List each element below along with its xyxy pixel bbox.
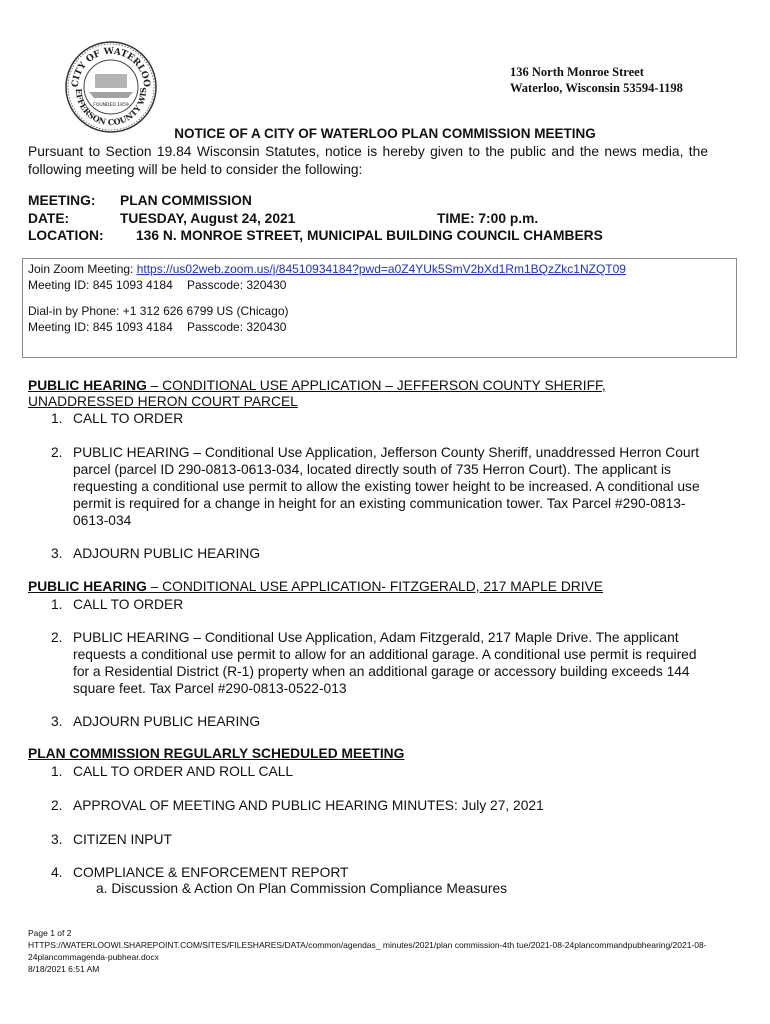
meeting-details: [28, 192, 603, 245]
sub-list-item: a. Discussion & Action On Plan Commission Compliance Measures: [96, 881, 508, 896]
list-item-text: CITIZEN INPUT: [73, 832, 172, 847]
zoom-dialin: Dial-in by Phone: +1 312 626 6799 US (Chicago): [28, 304, 289, 318]
list-item-text: ADJOURN PUBLIC HEARING: [73, 714, 261, 729]
zoom-info: [28, 262, 626, 335]
list-item-text: PUBLIC HEARING – Conditional Use Application, Adam Fitzgerald, 217 Maple Drive. The applicant requests a conditional use permit to allow for an additional garage. A conditional use permit is required for a Residential District (R-1) property when an additional garage or accessory building exceeds 144 square feet. Tax Parcel #290-0813-0522-013: [73, 630, 697, 696]
notice-title: NOTICE OF A CITY OF WATERLOO PLAN COMMISSION MEETING: [174, 126, 596, 141]
section1-heading-rest: – CONDITIONAL USE APPLICATION – JEFFERSON COUNTY SHERIFF,: [146, 378, 606, 393]
list-item-text: CALL TO ORDER AND ROLL CALL: [73, 764, 294, 779]
location-value: 136 N. MONROE STREET, MUNICIPAL BUILDING COUNCIL CHAMBERS: [136, 228, 603, 243]
zoom-passcode-2: Passcode: 320430: [187, 319, 287, 334]
seal-ring-top: CITY OF WATERLOO: [70, 46, 152, 88]
file-path-line2: 24plancommagenda-pubhear.docx: [28, 952, 159, 962]
date-label: DATE:: [28, 210, 70, 226]
zoom-join-label: Join Zoom Meeting:: [28, 262, 137, 276]
page-number: Page 1 of 2: [28, 928, 72, 938]
zoom-meeting-id-2: Meeting ID: 845 1093 4184: [28, 319, 173, 334]
section1-heading-bold: PUBLIC HEARING: [28, 378, 147, 393]
section3-heading: PLAN COMMISSION REGULARLY SCHEDULED MEETING: [28, 746, 405, 761]
address-line2: Waterloo, Wisconsin 53594-1198: [510, 81, 683, 95]
zoom-join-link[interactable]: https://us02web.zoom.us/j/84510934184?pwd=a0Z4YUk5SmV2bXd1Rm1BQzZkc1NZQT09: [136, 262, 626, 276]
location-label: LOCATION:: [28, 228, 104, 243]
footer-date: 8/18/2021 6:51 AM: [28, 964, 100, 974]
list-item-text: CALL TO ORDER: [73, 411, 184, 426]
file-path-line1: HTTPS://WATERLOOWI.SHAREPOINT.COM/SITES/FILESHARES/DATA/common/agendas_ minutes/2021/plan commission-4th tue/2021-08-24plancommandpubhearing/2021-08-: [28, 940, 707, 950]
meeting-label: MEETING:: [28, 193, 96, 208]
city-seal: [64, 40, 158, 134]
zoom-meeting-id: Meeting ID: 845 1093 4184: [28, 277, 173, 292]
address-line1: 136 North Monroe Street: [510, 65, 644, 79]
date-value: TUESDAY, August 24, 2021: [120, 210, 296, 226]
section2-heading-bold: PUBLIC HEARING: [28, 579, 147, 594]
meeting-value: PLAN COMMISSION: [120, 193, 252, 208]
list-item-text: COMPLIANCE & ENFORCEMENT REPORT: [73, 865, 349, 880]
intro-paragraph: Pursuant to Section 19.84 Wisconsin Statutes, notice is hereby given to the public and the news media, the following meeting will be held to consider the following:: [28, 144, 708, 177]
section2-heading-rest: – CONDITIONAL USE APPLICATION- FITZGERALD, 217 MAPLE DRIVE: [146, 579, 603, 594]
list-item-text: APPROVAL OF MEETING AND PUBLIC HEARING MINUTES: July 27, 2021: [73, 798, 544, 813]
list-item-text: ADJOURN PUBLIC HEARING: [73, 546, 261, 561]
zoom-passcode: Passcode: 320430: [187, 277, 287, 292]
time-text: TIME: 7:00 p.m.: [437, 210, 539, 226]
list-item-text: PUBLIC HEARING – Conditional Use Application, Jefferson County Sheriff, unaddressed Herron Court parcel (parcel ID 290-0813-0613-034, located directly south of 735 Herron Court). The applicant is requesting a conditional use permit to allow the existing tower height to be increased. A conditional use permit is required for a change in height for an existing communication tower. Tax Parcel #290-0813-0613-034: [73, 445, 700, 528]
address-block: [510, 64, 683, 96]
seal-ring-bottom: EFFERSON COUNTY WIS: [73, 87, 149, 128]
list-item-text: CALL TO ORDER: [73, 597, 184, 612]
page-footer: [28, 927, 707, 975]
section1-heading-line2: UNADDRESSED HERON COURT PARCEL: [28, 394, 298, 409]
section2-heading: [28, 579, 603, 595]
section1-heading: [28, 378, 606, 410]
seal-center-text: FOUNDED 1859: [93, 103, 129, 108]
